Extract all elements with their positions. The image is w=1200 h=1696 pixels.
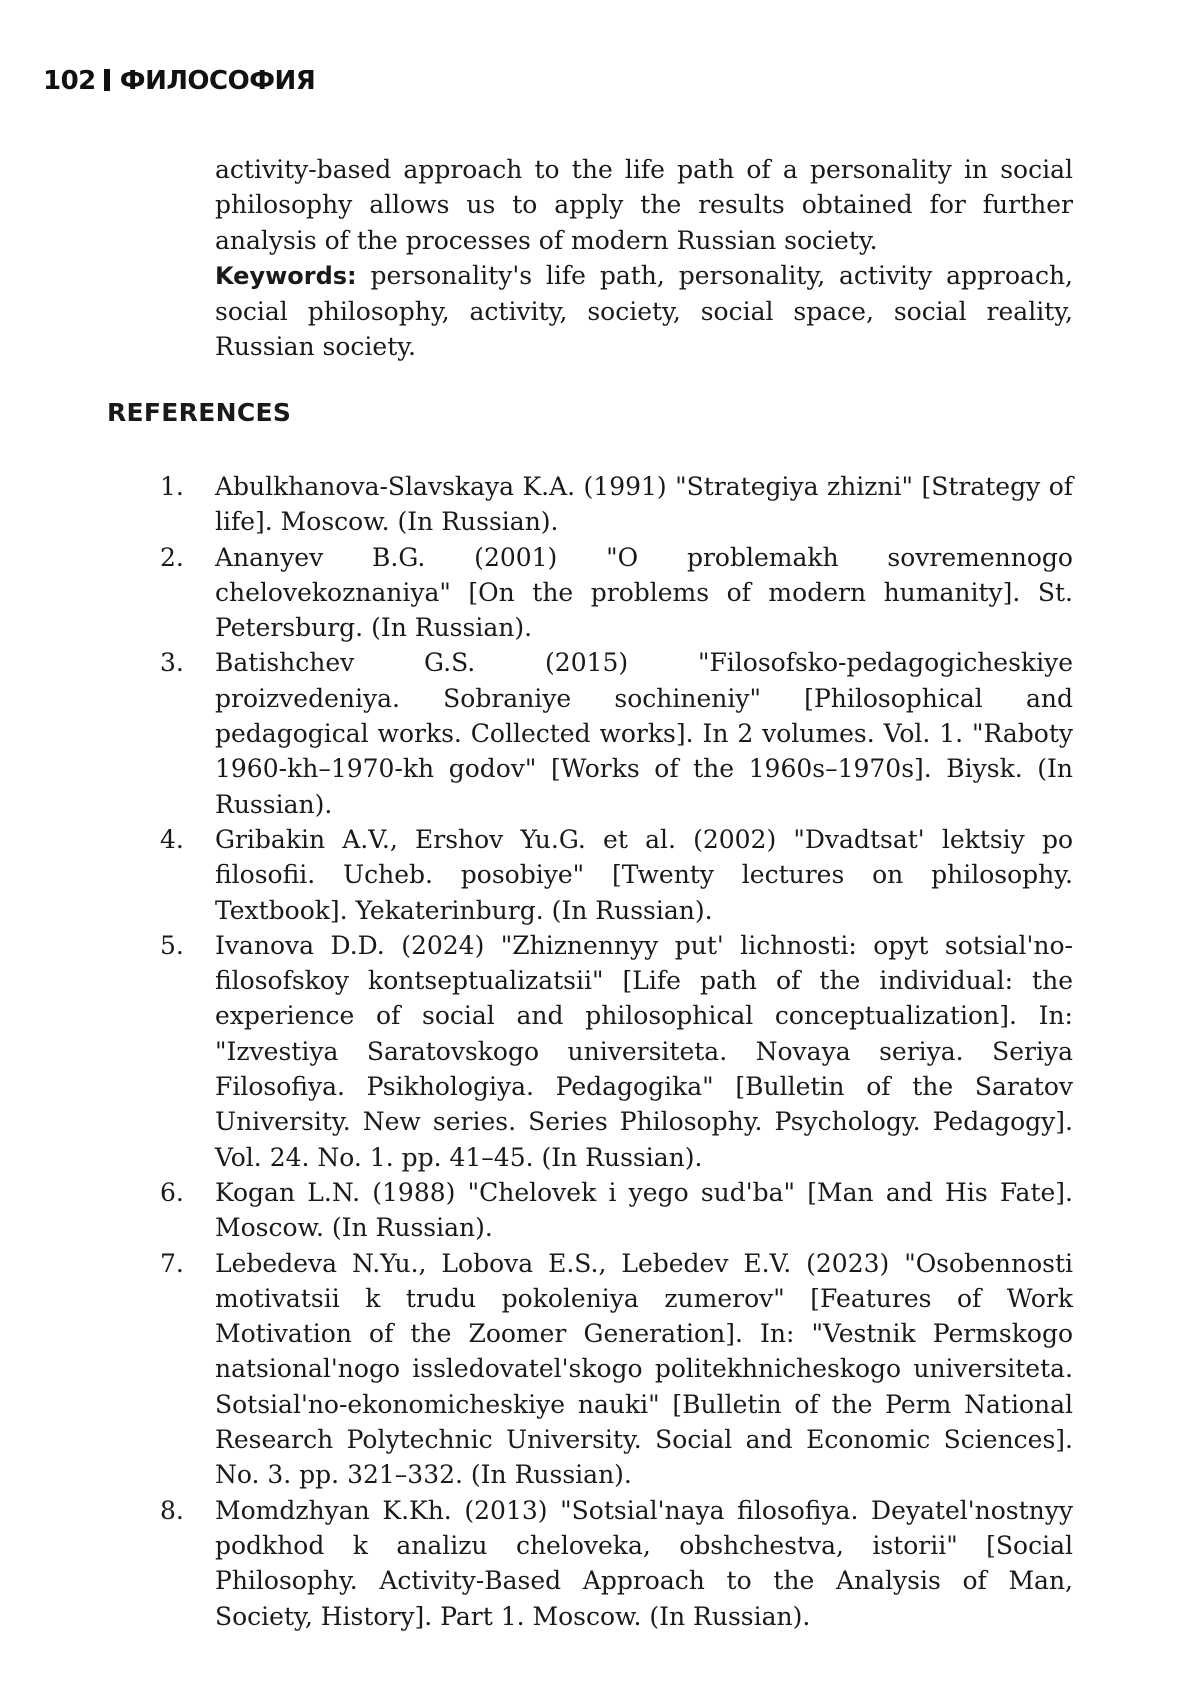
reference-number: 5. [160,930,184,960]
reference-number: 7. [160,1248,184,1278]
reference-number: 1. [160,472,184,501]
reference-item [160,645,1073,821]
references-list [160,469,1073,1634]
reference-number: 3. [160,648,184,678]
reference-item [160,469,1073,540]
reference-text: Lebedeva N.Yu., Lobova E.S., Lebedev E.V. (2023) "Osobennosti motivatsii k trudu pokoleniya zumerov" [Features of Work Motivation of the Zoomer Generation]. In: "Vestnik Permskogo natsional'nogo issledovatel'skogo politekhnicheskogo universiteta. Sotsial'no-ekonomicheskiye nauki" [Bulletin of the Perm National Research Polytechnic University. Social and Economic Sciences]. No. 3. pp. 321–332. (In Russian). [215,1248,1073,1490]
references-heading: REFERENCES [107,398,292,427]
section-title: ФИЛОСОФИЯ [119,66,316,96]
reference-number: 4. [160,824,184,854]
reference-item [160,540,1073,646]
reference-text: Gribakin A.V., Ershov Yu.G. et al. (2002) "Dvadtsat' lektsiy po filosofii. Ucheb. posobiye" [Twenty lectures on philosophy. Textbook]. Yekaterinburg. (In Russian). [215,824,1073,925]
reference-item [160,822,1073,928]
reference-text: Abulkhanova-Slavskaya K.A. (1991) "Strategiya zhizni" [Strategy of life]. Moscow. (In Russian). [215,472,1073,537]
reference-item [160,1246,1073,1493]
abstract-text: activity-based approach to the life path of a personality in social philosophy allows us to apply the results obtained for further analysis of the processes of modern Russian society. [215,155,1073,255]
reference-item [160,928,1073,1175]
reference-item [160,1175,1073,1246]
page-number: 102 [43,66,96,96]
reference-number: 2. [160,542,184,572]
reference-number: 8. [160,1495,184,1525]
running-head [43,66,315,96]
reference-number: 6. [160,1177,184,1207]
reference-text: Momdzhyan K.Kh. (2013) "Sotsial'naya filosofiya. Deyatel'nostnyy podkhod k analizu cheloveka, obshchestva, istorii" [Social Philosophy. Activity-Based Approach to the Analysis of Man, Society, History]. Part 1. Moscow. (In Russian). [215,1495,1073,1631]
keywords-paragraph [215,258,1073,365]
keywords-text: personality's life path, personality, activity approach, social philosophy, activity, society, social space, social reality, Russian society. [215,260,1073,362]
keywords-label: Keywords: [215,261,357,290]
reference-text: Ivanova D.D. (2024) "Zhiznennyy put' lichnosti: opyt sotsial'no-filosofskoy kontseptualizatsii" [Life path of the individual: the experience of social and philosophical conceptualization]. In: "Izvestiya Saratovskogo universiteta. Novaya seriya. Seriya Filosofiya. Psikhologiya. Pedagogika" [Bulletin of the Saratov University. New series. Series Philosophy. Psychology. Pedagogy]. Vol. 24. No. 1. pp. 41–45. (In Russian). [215,930,1073,1172]
reference-text: Ananyev B.G. (2001) "O problemakh sovremennogo chelovekoznaniya" [On the problems of modern humanity]. St. Petersburg. (In Russian). [215,542,1073,643]
abstract-block [215,152,1073,365]
reference-text: Kogan L.N. (1988) "Chelovek i yego sud'ba" [Man and His Fate]. Moscow. (In Russian). [215,1177,1073,1243]
reference-text: Batishchev G.S. (2015) "Filosofsko-pedagogicheskiye proizvedeniya. Sobraniye sochineniy" [Philosophical and pedagogical works. Collected works]. In 2 volumes. Vol. 1. "Raboty 1960-kh–1970-kh godov" [Works of the 1960s–1970s]. Biysk. (In Russian). [215,648,1073,819]
reference-item [160,1493,1073,1634]
separator-bar [104,69,110,91]
